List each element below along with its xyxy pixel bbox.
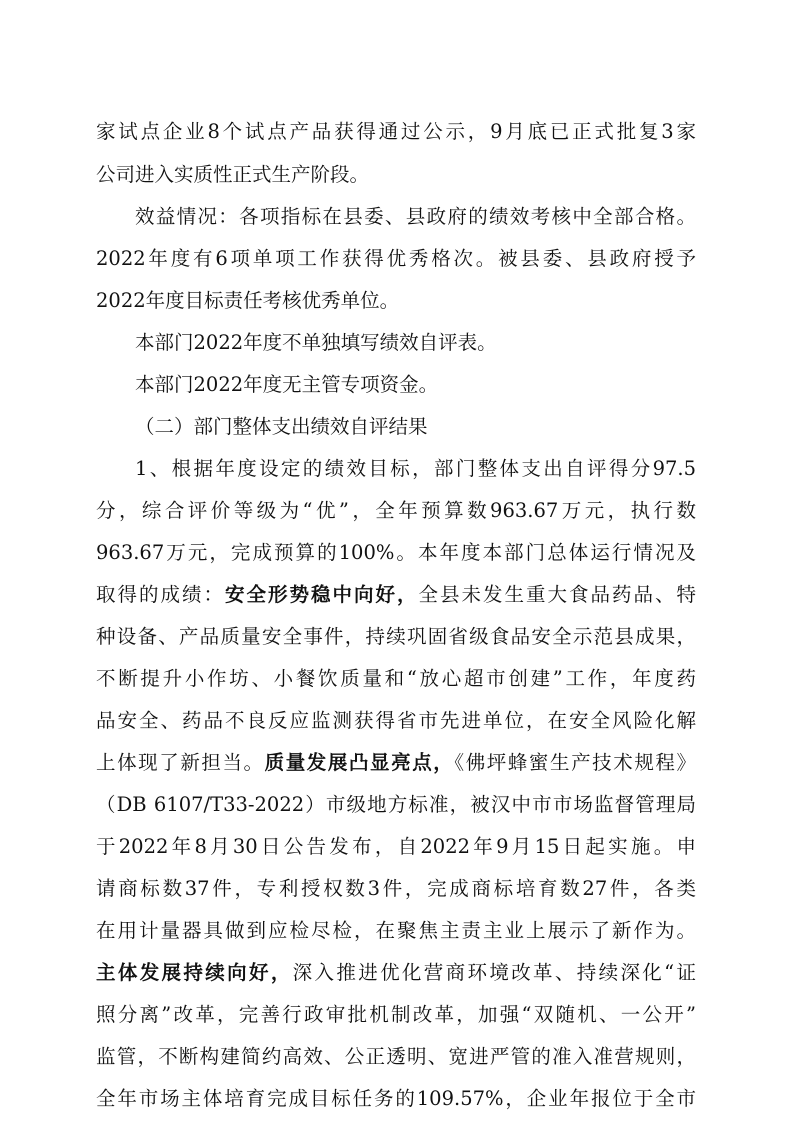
- paragraph-line: 品安全、药品不良反应监测获得省市先进单位，在安全风险化解: [96, 709, 696, 732]
- paragraph-line: 全年市场主体培育完成目标任务的109.57%，企业年报位于全市: [96, 1087, 696, 1110]
- paragraph-line: 效益情况：各项指标在县委、县政府的绩效考核中全部合格。: [135, 205, 696, 228]
- paragraph-line: [96, 744, 696, 782]
- paragraph-line: 2022年度有6项单项工作获得优秀格次。被县委、县政府授予: [96, 247, 696, 270]
- paragraph-line: 本部门2022年度无主管专项资金。: [135, 373, 439, 396]
- bold-highlight: 质量发展凸显亮点，: [264, 751, 455, 774]
- line-text: 《佛坪蜂蜜生产技术规程》: [454, 751, 696, 774]
- section-heading: （二）部门整体支出绩效自评结果: [135, 415, 428, 438]
- line-text: 取得的成绩：: [96, 583, 225, 606]
- paragraph-line: [96, 576, 696, 614]
- paragraph-line: 963.67万元，完成预算的100%。本年度本部门总体运行情况及: [96, 541, 696, 564]
- paragraph-line: 2022年度目标责任考核优秀单位。: [96, 289, 400, 312]
- paragraph-line: （DB 6107/T33-2022）市级地方标准，被汉中市市场监督管理局: [96, 793, 696, 816]
- paragraph-line: 公司进入实质性正式生产阶段。: [96, 163, 370, 186]
- paragraph-line: 请商标数37件，专利授权数3件，完成商标培育数27件，各类: [96, 877, 696, 900]
- paragraph-line: 在用计量器具做到应检尽检，在聚焦主责主业上展示了新作为。: [96, 919, 696, 942]
- paragraph-line: [96, 954, 696, 992]
- paragraph-line: 种设备、产品质量安全事件，持续巩固省级食品安全示范县成果，: [96, 625, 696, 648]
- paragraph-line: 照分离”改革，完善行政审批机制改革，加强“双随机、一公开”: [96, 1003, 696, 1026]
- paragraph-line: 监管，不断构建简约高效、公正透明、宽进严管的准入准营规则，: [96, 1045, 696, 1068]
- line-text: 深入推进优化营商环境改革、持续深化“证: [292, 961, 696, 984]
- paragraph-line: 分，综合评价等级为“优”，全年预算数963.67万元，执行数: [96, 499, 696, 522]
- bold-highlight: 主体发展持续向好，: [96, 961, 293, 984]
- paragraph-line: 本部门2022年度不单独填写绩效自评表。: [135, 331, 497, 354]
- paragraph-line: 不断提升小作坊、小餐饮质量和“放心超市创建”工作，年度药: [96, 667, 696, 690]
- line-text: 全县未发生重大食品药品、特: [418, 583, 696, 606]
- line-text: 上体现了新担当。: [96, 751, 265, 774]
- paragraph-line: 家试点企业8个试点产品获得通过公示，9月底已正式批复3家: [96, 120, 696, 143]
- bold-highlight: 安全形势稳中向好，: [225, 583, 419, 606]
- paragraph-line: 1、根据年度设定的绩效目标，部门整体支出自评得分97.5: [135, 457, 696, 480]
- paragraph-line: 于2022年8月30日公告发布，自2022年9月15日起实施。申: [96, 835, 696, 858]
